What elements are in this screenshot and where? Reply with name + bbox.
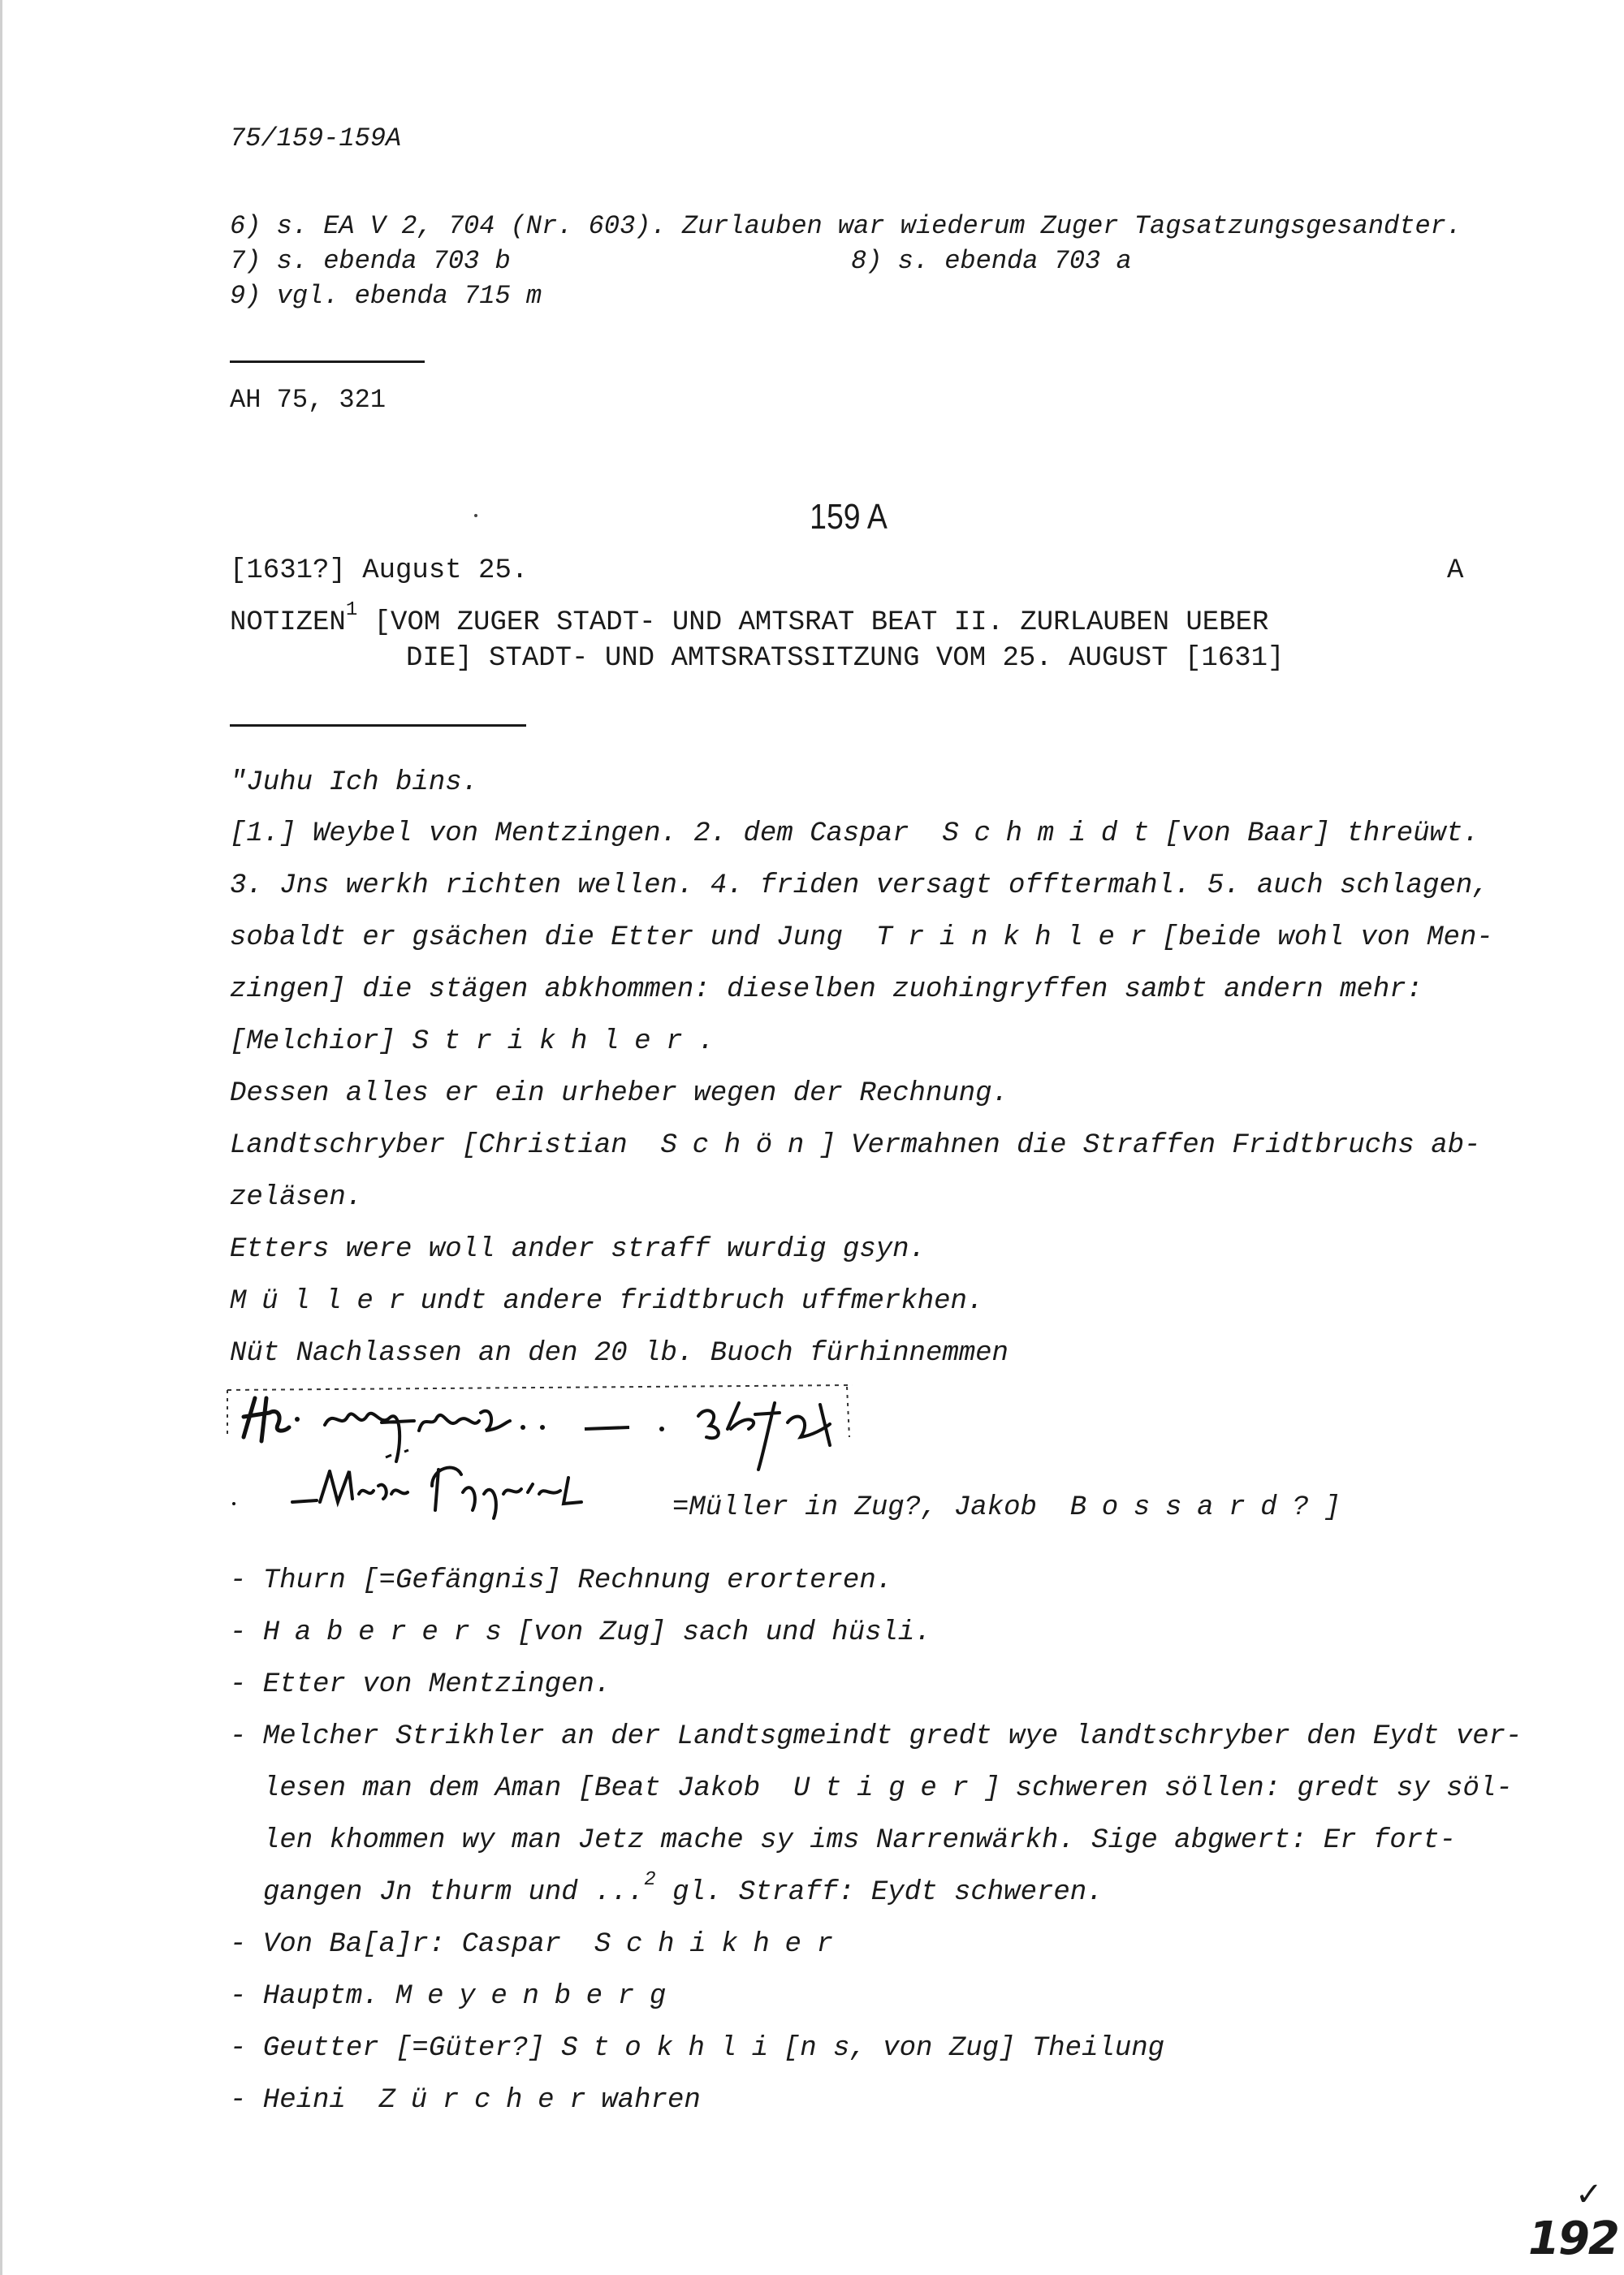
body-line-8: Landtschryber [Christian Schön]Vermahnen die Straffen Fridtbruchs ab- — [230, 1130, 1481, 1161]
item-5: - Von Ba[a]r: Caspar Schikher — [230, 1929, 849, 1960]
source-reference: AH 75, 321 — [230, 385, 387, 415]
body-line-7: Dessen alles er ein urheber wegen der Rechnung. — [230, 1078, 1009, 1109]
title-separator — [230, 724, 526, 727]
footnote-separator — [230, 360, 425, 363]
title-text-1: [VOM ZUGER STADT- UND AMTSRAT BEAT II. ZURLAUBEN UEBER — [374, 607, 1269, 638]
footnote-8: 8) s. ebenda 703 a — [851, 246, 1132, 276]
scan-speck — [474, 514, 477, 517]
footnote-marker-1: 1 — [345, 599, 358, 621]
series-reference: 75/159-159A — [230, 123, 402, 153]
page-number-handwritten: 192 — [1528, 2212, 1618, 2265]
item-4-line-4: gangen Jn thurm und ...$^2$ gl. Straff: Eydt schweren. — [263, 1869, 1104, 1908]
facsimile-transcription: =Müller in Zug?, Jakob Bossard?] — [672, 1492, 1356, 1523]
footnote-9: 9) vgl. ebenda 715 m — [230, 281, 542, 311]
name-schoen: Schön] — [660, 1130, 852, 1161]
check-mark-icon: ✓ — [1575, 2176, 1603, 2213]
item-4-line-2: lesen man dem Aman [Beat Jakob Utiger]schweren söllen: gredt sy söl- — [263, 1773, 1513, 1804]
footnote-marker-2: 2 — [644, 1869, 656, 1891]
body-line-2: [1.] Weybel von Mentzingen. 2. dem Caspar Schmidt[von Baar] threüwt. — [230, 818, 1479, 849]
title-line-2: DIE] STADT- UND AMTSRATSSITZUNG VOM 25. AUGUST [1631] — [406, 643, 1285, 674]
name-stokhli: Stokhli — [561, 2033, 784, 2064]
name-mueller: Müller — [230, 1286, 421, 1317]
document-number: 159 A — [810, 497, 888, 537]
item-4-line-1: - Melcher Strikhler an der Landtsgmeindt gredt wye landtschryber den Eydt ver- — [230, 1721, 1522, 1752]
name-utiger: Utiger] — [793, 1773, 1016, 1804]
body-line-5: zingen] die stägen abkhommen: dieselben zuohingryffen sambt andern mehr: — [230, 974, 1423, 1005]
name-haberers: Haberers — [262, 1617, 517, 1648]
item-7: - Geutter [=Güter?] Stokhli[n s, von Zug] Theilung — [230, 2033, 1165, 2064]
name-zuercher: Zürcher — [378, 2085, 602, 2116]
item-3: - Etter von Mentzingen. — [230, 1669, 611, 1700]
body-line-4: sobaldt er gsächen die Etter und Jung Trinkhler[beide wohl von Men- — [230, 922, 1493, 953]
footnote-6: 6) s. EA V 2, 704 (Nr. 603). Zurlauben war wiederum Zuger Tagsatzungsgesandter. — [230, 211, 1462, 241]
footnote-7: 7) s. ebenda 703 b — [230, 246, 511, 276]
body-line-11: Müllerundt andere fridtbruch uffmerkhen. — [230, 1286, 984, 1317]
dateline-date: [1631?] August 25. — [230, 555, 529, 586]
item-6: - Hauptm. Meyenberg — [230, 1981, 681, 2012]
name-strikhler: Strikhler. — [412, 1026, 730, 1057]
name-schikher: Schikher — [594, 1929, 849, 1960]
name-trinkhler: Trinkhler — [875, 922, 1162, 953]
dateline-letter: A — [1447, 555, 1464, 586]
body-line-3: 3. Jns werkh richten wellen. 4. friden versagt offtermahl. 5. auch schlagen, — [230, 870, 1489, 901]
body-line-1: "Juhu Ich bins. — [230, 767, 479, 798]
title-word: NOTIZEN — [230, 607, 346, 638]
name-bossard: Bossard?] — [1069, 1492, 1356, 1523]
body-line-6: [Melchior] Strikhler. — [230, 1026, 730, 1057]
page-edge — [0, 0, 2, 2275]
body-line-9: zeläsen. — [230, 1182, 363, 1213]
item-8: - Heini Zürcherwahren — [230, 2085, 701, 2116]
item-1: - Thurn [=Gefängnis] Rechnung erorteren. — [230, 1565, 893, 1596]
body-line-12: Nüt Nachlassen an den 20 lb. Buoch fürhinnemmen — [230, 1338, 1009, 1369]
item-4-line-3: len khommen wy man Jetz mache sy ims Narrenwärkh. Sige abgwert: Er fort- — [263, 1825, 1457, 1856]
body-line-10: Etters were woll ander straff wurdig gsyn. — [230, 1234, 926, 1265]
title-line-1 — [230, 599, 1269, 638]
name-schmidt: Schmidt — [942, 818, 1165, 849]
name-meyenberg: Meyenberg — [395, 1981, 681, 2012]
item-2: - Haberers[von Zug] sach und hüsli. — [230, 1617, 931, 1648]
